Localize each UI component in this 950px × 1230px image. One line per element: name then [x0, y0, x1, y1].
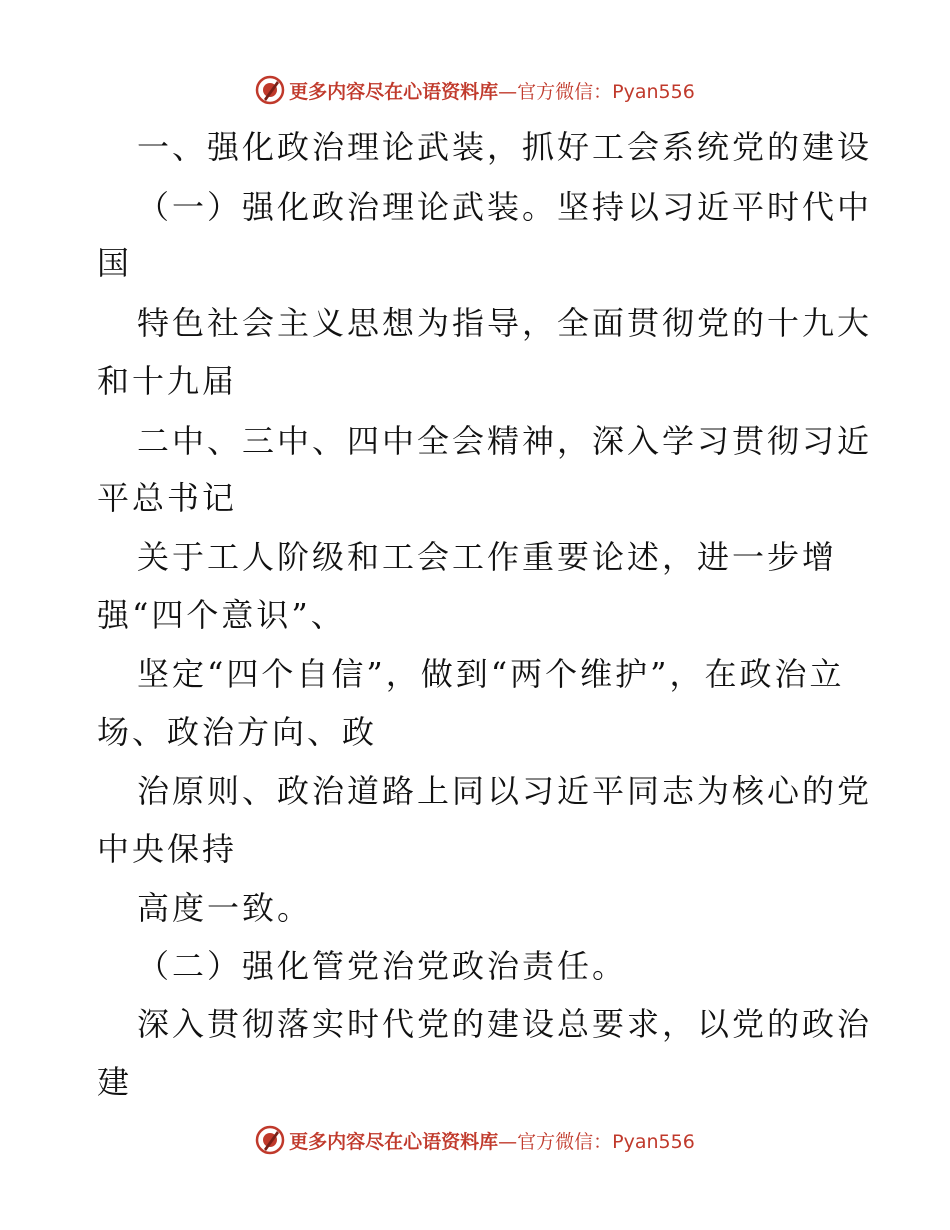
quill-logo-icon [255, 75, 285, 105]
body-line: 平总书记 [97, 479, 238, 517]
body-line: （一）强化政治理论武装。坚持以习近平时代中 [137, 188, 873, 226]
body-line: 一、强化政治理论武装，抓好工会系统党的建设 [137, 128, 873, 166]
body-line: （二）强化管党治党政治责任。 [137, 947, 628, 985]
header-banner-title: 更多内容尽在心语资料库 [289, 80, 499, 103]
header-banner-wechat: —官方微信：Pyan556 [498, 80, 695, 103]
body-line: 高度一致。 [137, 889, 313, 927]
body-line: 深入贯彻落实时代党的建设总要求，以党的政治 [137, 1005, 873, 1043]
footer-watermark-banner [0, 1120, 950, 1160]
body-line: 和十九届 [97, 362, 238, 400]
body-line: 二中、三中、四中全会精神，深入学习贯彻习近 [137, 422, 873, 460]
body-line: 场、政治方向、政 [97, 713, 378, 751]
quill-logo-icon [255, 1125, 285, 1155]
body-line: 国 [97, 244, 133, 282]
footer-banner-title: 更多内容尽在心语资料库 [289, 1130, 499, 1153]
footer-banner-wechat: —官方微信：Pyan556 [498, 1130, 695, 1153]
body-line: 特色社会主义思想为指导，全面贯彻党的十九大 [137, 304, 873, 342]
header-watermark-banner [0, 70, 950, 110]
body-line: 坚定“四个自信”，做到“两个维护”，在政治立 [137, 655, 845, 693]
body-line: 建 [97, 1063, 133, 1101]
body-line: 关于工人阶级和工会工作重要论述，进一步增 [137, 538, 838, 576]
body-line: 中央保持 [97, 830, 238, 868]
body-line: 治原则、政治道路上同以习近平同志为核心的党 [137, 772, 873, 810]
body-line: 强“四个意识”、 [97, 596, 346, 634]
